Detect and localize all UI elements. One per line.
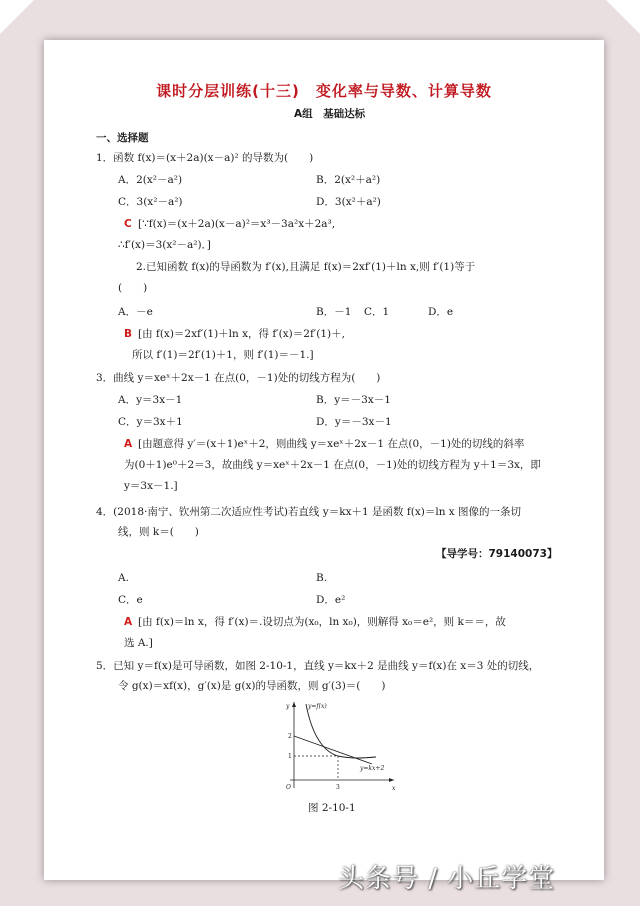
function-graph <box>280 698 400 794</box>
q3-explanation-2: 为(0＋1)e⁰＋2＝3，故曲线 y＝xeˣ＋2x－1 在点(0，－1)处的切线方程为 y＋1＝3x，即 <box>124 459 541 471</box>
guide-number: 【导学号：79140073】 <box>436 548 558 560</box>
q4-option-a: A. <box>118 572 129 584</box>
q3-stem: 3．曲线 y＝xeˣ＋2x－1 在点(0，－1)处的切线方程为( ) <box>96 372 381 384</box>
q2-option-d: D．e <box>428 306 454 318</box>
page-title: 课时分层训练(十三) 变化率与导数、计算导数 <box>156 82 492 100</box>
q4-answer: A <box>124 616 133 628</box>
q4-option-d: D．e² <box>316 594 346 606</box>
tangent-line <box>294 736 372 764</box>
corner-decoration-right <box>606 0 640 34</box>
origin-label: O <box>286 784 291 791</box>
tick-2: 2 <box>288 733 292 740</box>
q3-option-a: A．y＝3x－1 <box>118 394 183 406</box>
curve-label: y=f(x) <box>308 703 327 710</box>
section-heading: 一、选择题 <box>96 132 149 144</box>
q2-option-b: B．－1 <box>316 306 352 318</box>
q4-option-c: C．e <box>118 594 143 606</box>
watermark: 头条号 / 小丘学堂 <box>338 864 556 894</box>
tick-3: 3 <box>336 784 340 791</box>
q3-option-c: C．y＝3x＋1 <box>118 416 183 428</box>
q5-stem-1: 5．已知 y＝f(x)是可导函数，如图 2-10-1，直线 y＝kx＋2 是曲线 y＝f(x)在 x＝3 处的切线， <box>96 660 540 672</box>
x-axis-arrow-icon <box>389 778 394 782</box>
q3-explanation-1: [由题意得 y′＝(x＋1)eˣ＋2，则曲线 y＝xeˣ＋2x－1 在点(0，－1)处的切线的斜率 <box>138 438 525 450</box>
curve-f <box>306 704 376 758</box>
q4-explanation-1: [由 f(x)＝ln x，得 f′(x)＝.设切点为(x₀，ln x₀)，则解得 x₀＝e²，则 k＝＝，故 <box>138 616 506 628</box>
q2-answer: B <box>124 328 133 340</box>
corner-decoration-left <box>0 0 34 34</box>
x-axis-label: x <box>392 785 396 792</box>
q1-explanation-1: [∵f(x)＝(x＋2a)(x－a)²＝x³－3a²x＋2a³, <box>138 218 336 230</box>
y-axis-label: y <box>286 703 290 710</box>
q2-option-a: A．－e <box>118 306 153 318</box>
q3-option-b: B．y＝－3x－1 <box>316 394 391 406</box>
q1-option-a: A．2(x²－a²) <box>118 174 183 186</box>
figure-caption: 图 2-10-1 <box>308 802 356 814</box>
q2-stem-1: 2.已知函数 f(x)的导函数为 f′(x),且满足 f(x)＝2xf′(1)＋ln x,则 f′(1)等于 <box>136 261 476 273</box>
q4-option-b: B. <box>316 572 328 584</box>
q2-explanation-2: 所以 f′(1)＝2f′(1)＋1，则 f′(1)＝－1.] <box>132 349 314 361</box>
q3-answer: A <box>124 438 133 450</box>
q5-stem-2: 令 g(x)＝xf(x)，g′(x)是 g(x)的导函数，则 g′(3)＝( ) <box>118 680 386 692</box>
q4-stem-2: 线，则 k＝( ) <box>118 526 199 538</box>
q3-option-d: D．y＝－3x－1 <box>316 416 392 428</box>
group-heading: A组 基础达标 <box>294 108 366 120</box>
tick-1: 1 <box>288 753 292 760</box>
q2-stem-2: ( ) <box>118 282 148 294</box>
q3-explanation-3: y＝3x－1.] <box>124 480 178 492</box>
q1-option-b: B．2(x²＋a²) <box>316 174 381 186</box>
q1-option-d: D．3(x²＋a²) <box>316 196 381 208</box>
q2-option-c: C．1 <box>364 306 390 318</box>
y-axis-arrow-icon <box>292 702 296 707</box>
q1-answer: C <box>124 218 132 230</box>
q4-explanation-2: 选 A.] <box>124 637 153 649</box>
line-label: y=kx+2 <box>360 765 385 772</box>
q1-stem: 1．函数 f(x)＝(x＋2a)(x－a)² 的导数为( ) <box>96 152 314 164</box>
q4-stem-1: 4．(2018·南宁、钦州第二次适应性考试)若直线 y＝kx＋1 是函数 f(x)＝ln x 图像的一条切 <box>96 506 522 518</box>
document-page <box>44 40 604 880</box>
q1-explanation-2: ∴f′(x)＝3(x²－a²)．] <box>118 239 211 251</box>
q1-option-c: C．3(x²－a²) <box>118 196 183 208</box>
q2-explanation-1: [由 f(x)＝2xf′(1)＋ln x，得 f′(x)＝2f′(1)＋, <box>138 328 345 340</box>
